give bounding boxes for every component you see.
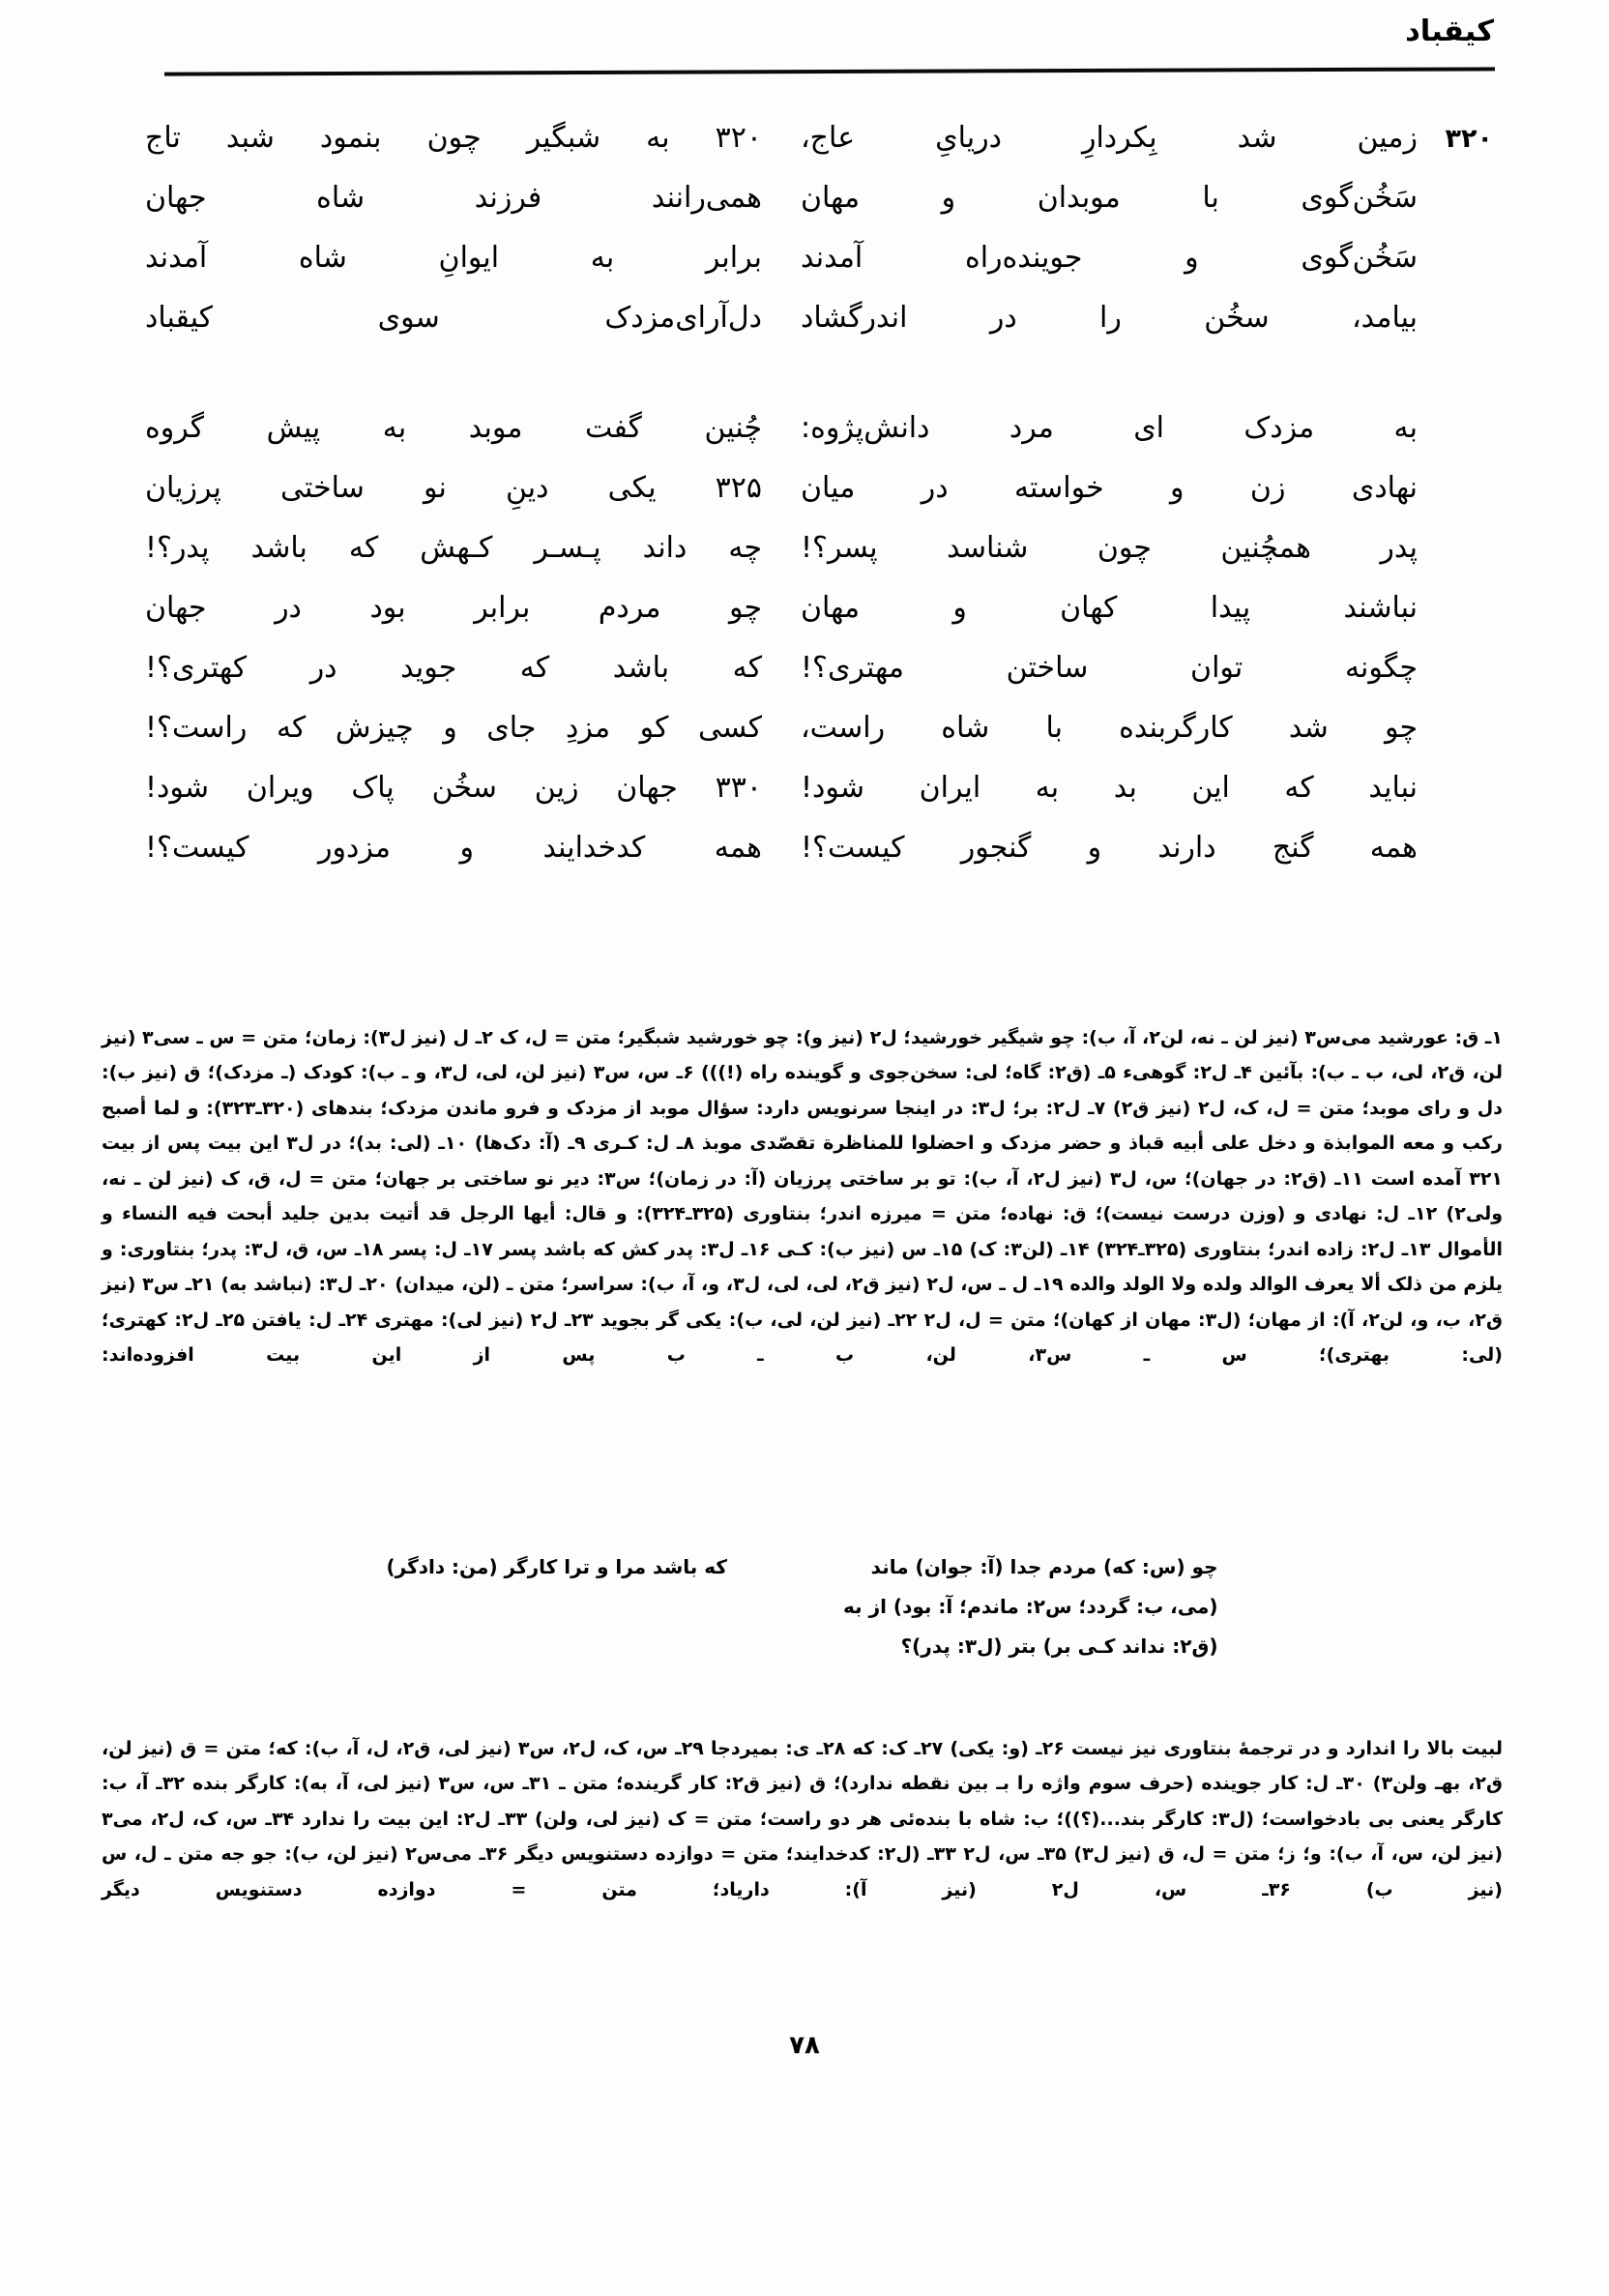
hemistich-text: کسی کو مزدِ جای و چیزش که راست؟! bbox=[145, 711, 762, 745]
inset-verse-rows bbox=[102, 1547, 1503, 1666]
hemistich-second bbox=[762, 116, 1418, 160]
verse-number bbox=[1418, 406, 1493, 414]
inset-verse-line: (ق۲: نداند کـی بر) بتر (ل۳: پدر)؟ bbox=[900, 1634, 1218, 1658]
hemistich-text: همه کدخدایند و مزدور کیست؟! bbox=[145, 831, 762, 865]
apparatus-paragraph: ۱ـ ق: عورشید می‌س۳ (نیز لن ـ نه، لن۲، آ، ب): چو شیگیر خورشید؛ ل۲ (نیز و): چو خورشید شبگیر؛ متن = ل، ک ۲ـ ل (نیز ل۳): زمان؛ متن = س ـ سی۳ (نیز لن، ق۲، لی، ب ـ ب): بآئین ۴ـ ل۲: گوهی‌ء ۵ـ (ق۲: گاه؛ لی: سخن‌جوی و گوینده‌ راه (!))) ۶ـ س، س۳ (نیز لن، لی، ل۳، و ـ ب): کودک (ـ مزدک)؛ ق (نیز ب): دل و رای موبد؛ متن = ل، ک، ل۲ (نیز ق۲) ۷ـ ل۲: بر؛ ل۳: در اینجا سرنویس دارد: سؤال موبد از مزدک و فرو ماندن مزدک؛ بندهای (۳۲۰ـ۳۲۳): و لما أصبح رکب و معه الموابذة و دخل علی أبیه قباذ و حضر مزدک و احضلوا للمناظرة تقصّدی موبذ ۸ـ ل: کـری ۹ـ (آ: دک‌ها) ۱۰ـ (لی: بد)؛ در ل۳ این بیت پس از بیت ۳۲۱ آمده است ۱۱ـ (ق۲: در جهان)؛ س، ل۳ (نیز ل۲، آ، ب): تو بر ساختی پرزیان (آ: در زمان)؛ س۳: دیر نو ساختی بر جهان؛ متن = ل، ق، ک (نیز لن ـ نه، ولی۲) ۱۲ـ ل: نهادی و (وزن درست نیست)؛ ق: نهاده؛ متن = میرزه اندر؛ بنتاوری (۳۲۵ـ۳۲۴): و قال: أیها الرجل قد أتیت بدین جلید أبحت فیه النساء و الأموال ۱۳ـ ل۲: زاده اندر؛ بنتاوری (۳۲۵ـ۳۲۴) ۱۴ـ (لن۳: ک) ۱۵ـ س (نیز ب): کـی ۱۶ـ ل۳: پدر کش که باشد پسر ۱۷ـ ل: پسر ۱۸ـ س، ق، ل۳: پدر؛ بنتاوری: و یلزم من ذلک ألا یعرف الوالد ولده ولا الولد والده ۱۹ـ ل ـ س، ل۲ (نیز ق۲، لی، لی، ل۳، و، آ، ب): سراسر؛ متن ـ (لن، میدان) ۲۰ـ ل۳: (نباشد به) ۲۱ـ س۳ (نیز ق۲، ب، و، لن۲، آ): از مهان؛ (ل۳: مهان از کهان)؛ متن = ل، ل۲ ۲۲ـ (نیز لن، لی، ب): یکی گر بجوید ۲۳ـ ل۲ (نیز لی): مهتری ۲۴ـ ل: یافتن ۲۵ـ ل۲: کهتری؛ (لی: بهتری)؛ س ـ س۳، لن، ب ـ ب پس از این بیت افزوده‌اند: bbox=[102, 1027, 1504, 1367]
verse-line bbox=[145, 706, 1493, 762]
hemistich-first bbox=[145, 646, 762, 690]
verse-number bbox=[1418, 766, 1493, 774]
hemistich-text: ۳۲۰ به شبگیر چون بنمود شبد تاج bbox=[145, 121, 762, 155]
verse-body bbox=[145, 116, 1493, 936]
verse-stanza-2 bbox=[145, 406, 1493, 882]
inset-verse-line: که باشد مرا و ترا کارگر (من: دادگر) bbox=[386, 1555, 727, 1578]
hemistich-text: که باشد که جوید در کهتری؟! bbox=[145, 651, 762, 685]
inset-verse-column bbox=[387, 1547, 728, 1666]
verse-number bbox=[1418, 706, 1493, 714]
verse-line bbox=[145, 586, 1493, 642]
hemistich-text: برابر به ایوانِ شاه آمدند bbox=[145, 241, 762, 275]
hemistich-second bbox=[762, 296, 1418, 339]
hemistich-first bbox=[145, 586, 762, 630]
verse-line bbox=[145, 236, 1493, 292]
critical-apparatus-block-2 bbox=[102, 1731, 1503, 1907]
verse-line bbox=[145, 466, 1493, 522]
hemistich-text: سَخُن‌گوی و جوینده‌راه آمدند bbox=[801, 241, 1418, 275]
hemistich-second bbox=[762, 826, 1418, 869]
hemistich-first bbox=[145, 766, 762, 809]
hemistich-first bbox=[145, 236, 762, 280]
hemistich-second bbox=[762, 236, 1418, 280]
hemistich-text: ۳۳۰ جهان زین سخُن پاک ویران شود! bbox=[145, 771, 762, 805]
page-header bbox=[0, 17, 1609, 72]
hemistich-second bbox=[762, 526, 1418, 570]
hemistich-text: چو مردم برابر بود در جهان bbox=[145, 591, 762, 625]
hemistich-text: ۳۲۵ یکی دینِ نو ساختی پرزیان bbox=[145, 471, 762, 505]
hemistich-text: نباشند پیدا کهان و مهان bbox=[801, 591, 1418, 625]
hemistich-text: چو شد کارگربنده با شاه راست، bbox=[801, 711, 1418, 745]
hemistich-text: نباید که این بد به ایران شود! bbox=[801, 771, 1418, 805]
verse-line bbox=[145, 176, 1493, 232]
verse-line bbox=[145, 116, 1493, 172]
apparatus-inset-verse bbox=[102, 1547, 1503, 1666]
hemistich-text: چُنین گفت موبد به پیش گروه bbox=[145, 411, 762, 445]
verse-number bbox=[1418, 826, 1493, 834]
hemistich-first bbox=[145, 826, 762, 869]
hemistich-second bbox=[762, 586, 1418, 630]
apparatus-paragraph: لبیت بالا را اندارد و در ترجمهٔ بنتاوری نیز نیست ۲۶ـ (و: یکی) ۲۷ـ ک: که ۲۸ـ ی: بمیردجا ۲۹ـ س، ک، ل۲، س۳ (نیز لی، ق۲، ل، آ، ب): که؛ متن = ق (نیز لن، ق۲، بهـ ولن۳) ۳۰ـ ل: کار جوینده (حرف سوم واژه را بـ بین نقطه ندارد)؛ ق (نیز ق۲: کار گرینده؛ متن ـ ۳۱ـ س، س۳ (نیز لی، آ، به): کارگر بنده ۳۲ـ آ، ب: کارگر یعنی بی‌ بادخواست؛ (ل۳: کارگر بند...(؟))؛ ب: شاه با بنده‌ئی هر دو راست؛ متن = ک (نیز لی، ولن) ۳۳ـ ل۲: این بیت را ندارد ۳۴ـ س، ک، ل۲، می۳ (نیز لن، س، آ، ب): و؛ ز؛ متن = ل، ق (نیز ل۳) ۳۵ـ س، ل۲ ۳۳ـ (ل۲: کدخدایند؛ متن = دوازده دستنویس دیگر ۳۶ـ می‌س۲ (نیز لن، ب): جو جه متن ـ ل، س (نیز ب) ۳۶ـ س، ل۲ (نیز آ): داریاد؛ متن = دوازده دستنویس دیگر bbox=[102, 1738, 1503, 1900]
hemistich-text: نهادی زن و خواسته در میان bbox=[801, 471, 1418, 505]
hemistich-second bbox=[762, 406, 1418, 450]
hemistich-first bbox=[145, 296, 762, 339]
verse-number bbox=[1418, 296, 1493, 304]
verse-number bbox=[1418, 646, 1493, 654]
verse-line bbox=[145, 296, 1493, 352]
hemistich-text: به مزدک ای مرد دانش‌پژوه: bbox=[801, 411, 1418, 445]
hemistich-first bbox=[145, 466, 762, 510]
hemistich-text: سَخُن‌گوی با موبدان و مهان bbox=[801, 181, 1418, 215]
hemistich-text: دل‌آرای‌مزدک سوی کیقباد bbox=[145, 301, 762, 335]
verse-line bbox=[145, 526, 1493, 582]
hemistich-first bbox=[145, 526, 762, 570]
running-head-title: کیقباد bbox=[1404, 15, 1494, 48]
verse-line bbox=[145, 406, 1493, 462]
verse-number bbox=[1418, 176, 1493, 184]
hemistich-second bbox=[762, 466, 1418, 510]
hemistich-text: همی‌رانند فرزند شاه جهان bbox=[145, 181, 762, 215]
hemistich-first bbox=[145, 116, 762, 160]
hemistich-first bbox=[145, 406, 762, 450]
hemistich-text: زمین شد بِکردارِ دریایِ عاج، bbox=[801, 121, 1418, 155]
verse-line bbox=[145, 826, 1493, 882]
hemistich-text: چگونه توان ساختن مهتری؟! bbox=[801, 651, 1418, 685]
hemistich-second bbox=[762, 646, 1418, 690]
verse-number bbox=[1418, 526, 1493, 534]
hemistich-second bbox=[762, 176, 1418, 220]
folio-page-number: ۷۸ bbox=[789, 2031, 820, 2060]
hemistich-second bbox=[762, 766, 1418, 809]
verse-line bbox=[145, 766, 1493, 822]
inset-verse-line: چو (س: که) مردم جدا (آ: جوان) ماند bbox=[870, 1555, 1218, 1578]
hemistich-first bbox=[145, 706, 762, 750]
inset-verse-line: (می، ب: گردد؛ س۲: ماندم؛ آ: بود) از به bbox=[843, 1595, 1218, 1618]
hemistich-text: پدر همچُنین چون شناسد پسر؟! bbox=[801, 531, 1418, 565]
hemistich-text: بیامد، سخُن را در اندرگشاد bbox=[801, 301, 1418, 335]
inset-verse-column bbox=[843, 1547, 1218, 1666]
hemistich-text: چه داند پـسـر کـهش که باشد پدر؟! bbox=[145, 531, 762, 565]
hemistich-second bbox=[762, 706, 1418, 750]
verse-number bbox=[1418, 466, 1493, 474]
critical-apparatus-block-1 bbox=[102, 1020, 1503, 1373]
verse-number bbox=[1418, 236, 1493, 244]
hemistich-first bbox=[145, 176, 762, 220]
verse-stanza-1 bbox=[145, 116, 1493, 352]
verse-number: ۳۲۰ bbox=[1445, 124, 1493, 154]
hemistich-text: همه گنج دارند و گنجور کیست؟! bbox=[801, 831, 1418, 865]
verse-number bbox=[1418, 586, 1493, 594]
verse-line bbox=[145, 646, 1493, 702]
